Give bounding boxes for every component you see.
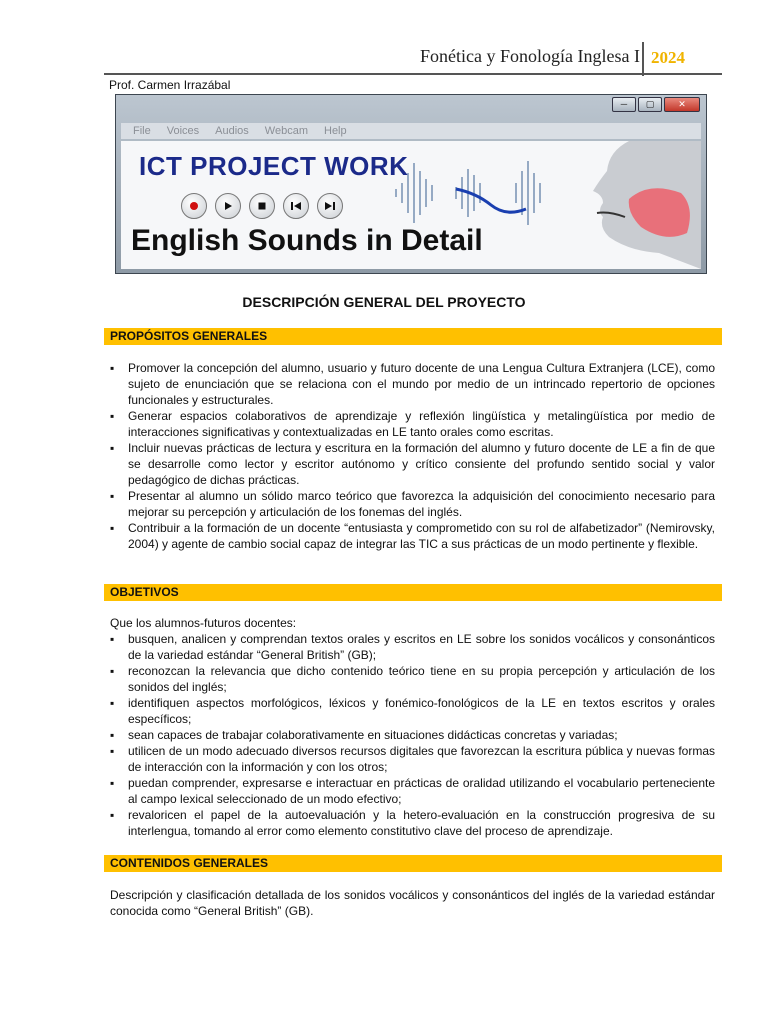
menu-audios: Audios: [215, 125, 249, 137]
section-heading-propositos: PROPÓSITOS GENERALES: [104, 328, 722, 345]
course-title: Fonética y Fonología Inglesa I: [420, 46, 640, 66]
banner-title-ict: ICT PROJECT WORK: [139, 151, 409, 181]
header-divider: [642, 42, 644, 76]
objetivos-list: [110, 631, 715, 839]
list-item: ▪ Incluir nuevas prácticas de lectura y escritura en la formación del alumno y futuro docente de LE a fin de que se desarrolle como lector y escritor autónomo y crítico consiente del profundo sentido social y valor pedagógico de dichas prácticas.: [110, 440, 715, 488]
contenidos-text: Descripción y clasificación detallada de los sonidos vocálicos y consonánticos del inglés de la variedad estándar conocida como “General British” (GB).: [110, 888, 715, 918]
list-item: ▪ revaloricen el papel de la autoevaluación y la hetero-evaluación en la construcción progresiva de su interlengua, tomando al error como elemento constitutivo clave del proceso de aprendizaje.: [110, 807, 715, 839]
waveform-graphic: [386, 153, 566, 233]
menu-webcam: Webcam: [264, 125, 308, 137]
banner-content: [121, 141, 701, 269]
menu-file: File: [133, 125, 151, 137]
window-controls: [612, 97, 700, 112]
header-rule: [104, 73, 722, 75]
forward-icon: [317, 193, 343, 219]
list-item: ▪ busquen, analicen y comprendan textos orales y escritos en LE sobre los sonidos vocálicos y consonánticos de la variedad estándar “General British” (GB);: [110, 631, 715, 663]
list-item: ▪ identifiquen aspectos morfológicos, léxicos y fonémico-fonológicos de la LE en textos escritos y orales específicos;: [110, 695, 715, 727]
page-title: DESCRIPCIÓN GENERAL DEL PROYECTO: [242, 294, 526, 310]
vocal-tract-graphic: [569, 141, 701, 269]
list-item: ▪ Generar espacios colaborativos de aprendizaje y reflexión lingüística y metalingüística por medio de interacciones significativas y contextualizadas en LE tanto orales como escritas.: [110, 408, 715, 440]
banner-menubar: [121, 123, 701, 139]
professor-name: Prof. Carmen Irrazábal: [109, 78, 231, 92]
stop-icon: [249, 193, 275, 219]
maximize-icon: ▢: [638, 97, 662, 112]
list-item: ▪ puedan comprender, expresarse e interactuar en prácticas de oralidad utilizando el vocabulario perteneciente al campo lexical seleccionado de un modo efectivo;: [110, 775, 715, 807]
objetivos-intro: Que los alumnos-futuros docentes:: [110, 616, 297, 630]
minimize-icon: ─: [612, 97, 636, 112]
menu-voices: Voices: [166, 125, 200, 137]
play-icon: [215, 193, 241, 219]
section-heading-objetivos: OBJETIVOS: [104, 584, 722, 601]
section-heading-contenidos: CONTENIDOS GENERALES: [104, 855, 722, 872]
list-item: ▪ reconozcan la relevancia que dicho contenido teórico tiene en su propia percepción y articulación de los sonidos del inglés;: [110, 663, 715, 695]
list-item: ▪ Presentar al alumno un sólido marco teórico que favorezca la adquisición del conocimiento necesario para mejorar su percepción y articulación de los fonemas del inglés.: [110, 488, 715, 520]
record-icon: [181, 193, 207, 219]
player-controls: [181, 193, 343, 219]
propositos-list: [110, 360, 715, 552]
list-item: ▪ Promover la concepción del alumno, usuario y futuro docente de una Lengua Cultura Extranjera (LCE), como sujeto de enunciación que se relaciona con el mundo por medio de un intrincado repertorio de opciones funcionales y estructurales.: [110, 360, 715, 408]
list-item: ▪ sean capaces de trabajar colaborativamente en situaciones didácticas concretas y variadas;: [110, 727, 715, 743]
project-banner: [115, 94, 707, 274]
list-item: ▪ utilicen de un modo adecuado diversos recursos digitales que favorezcan la escritura pública y nuevas formas de interacción con la información y con los otros;: [110, 743, 715, 775]
rewind-icon: [283, 193, 309, 219]
list-item: ▪ Contribuir a la formación de un docente “entusiasta y comprometido con su rol de alfabetizador” (Nemirovsky, 2004) y agente de cambio social capaz de integrar las TIC a sus prácticas de un modo pertinente y flexible.: [110, 520, 715, 552]
course-year: 2024: [651, 48, 685, 67]
close-icon: ✕: [664, 97, 700, 112]
banner-title-english: English Sounds in Detail: [131, 224, 483, 257]
menu-help: Help: [324, 125, 347, 137]
